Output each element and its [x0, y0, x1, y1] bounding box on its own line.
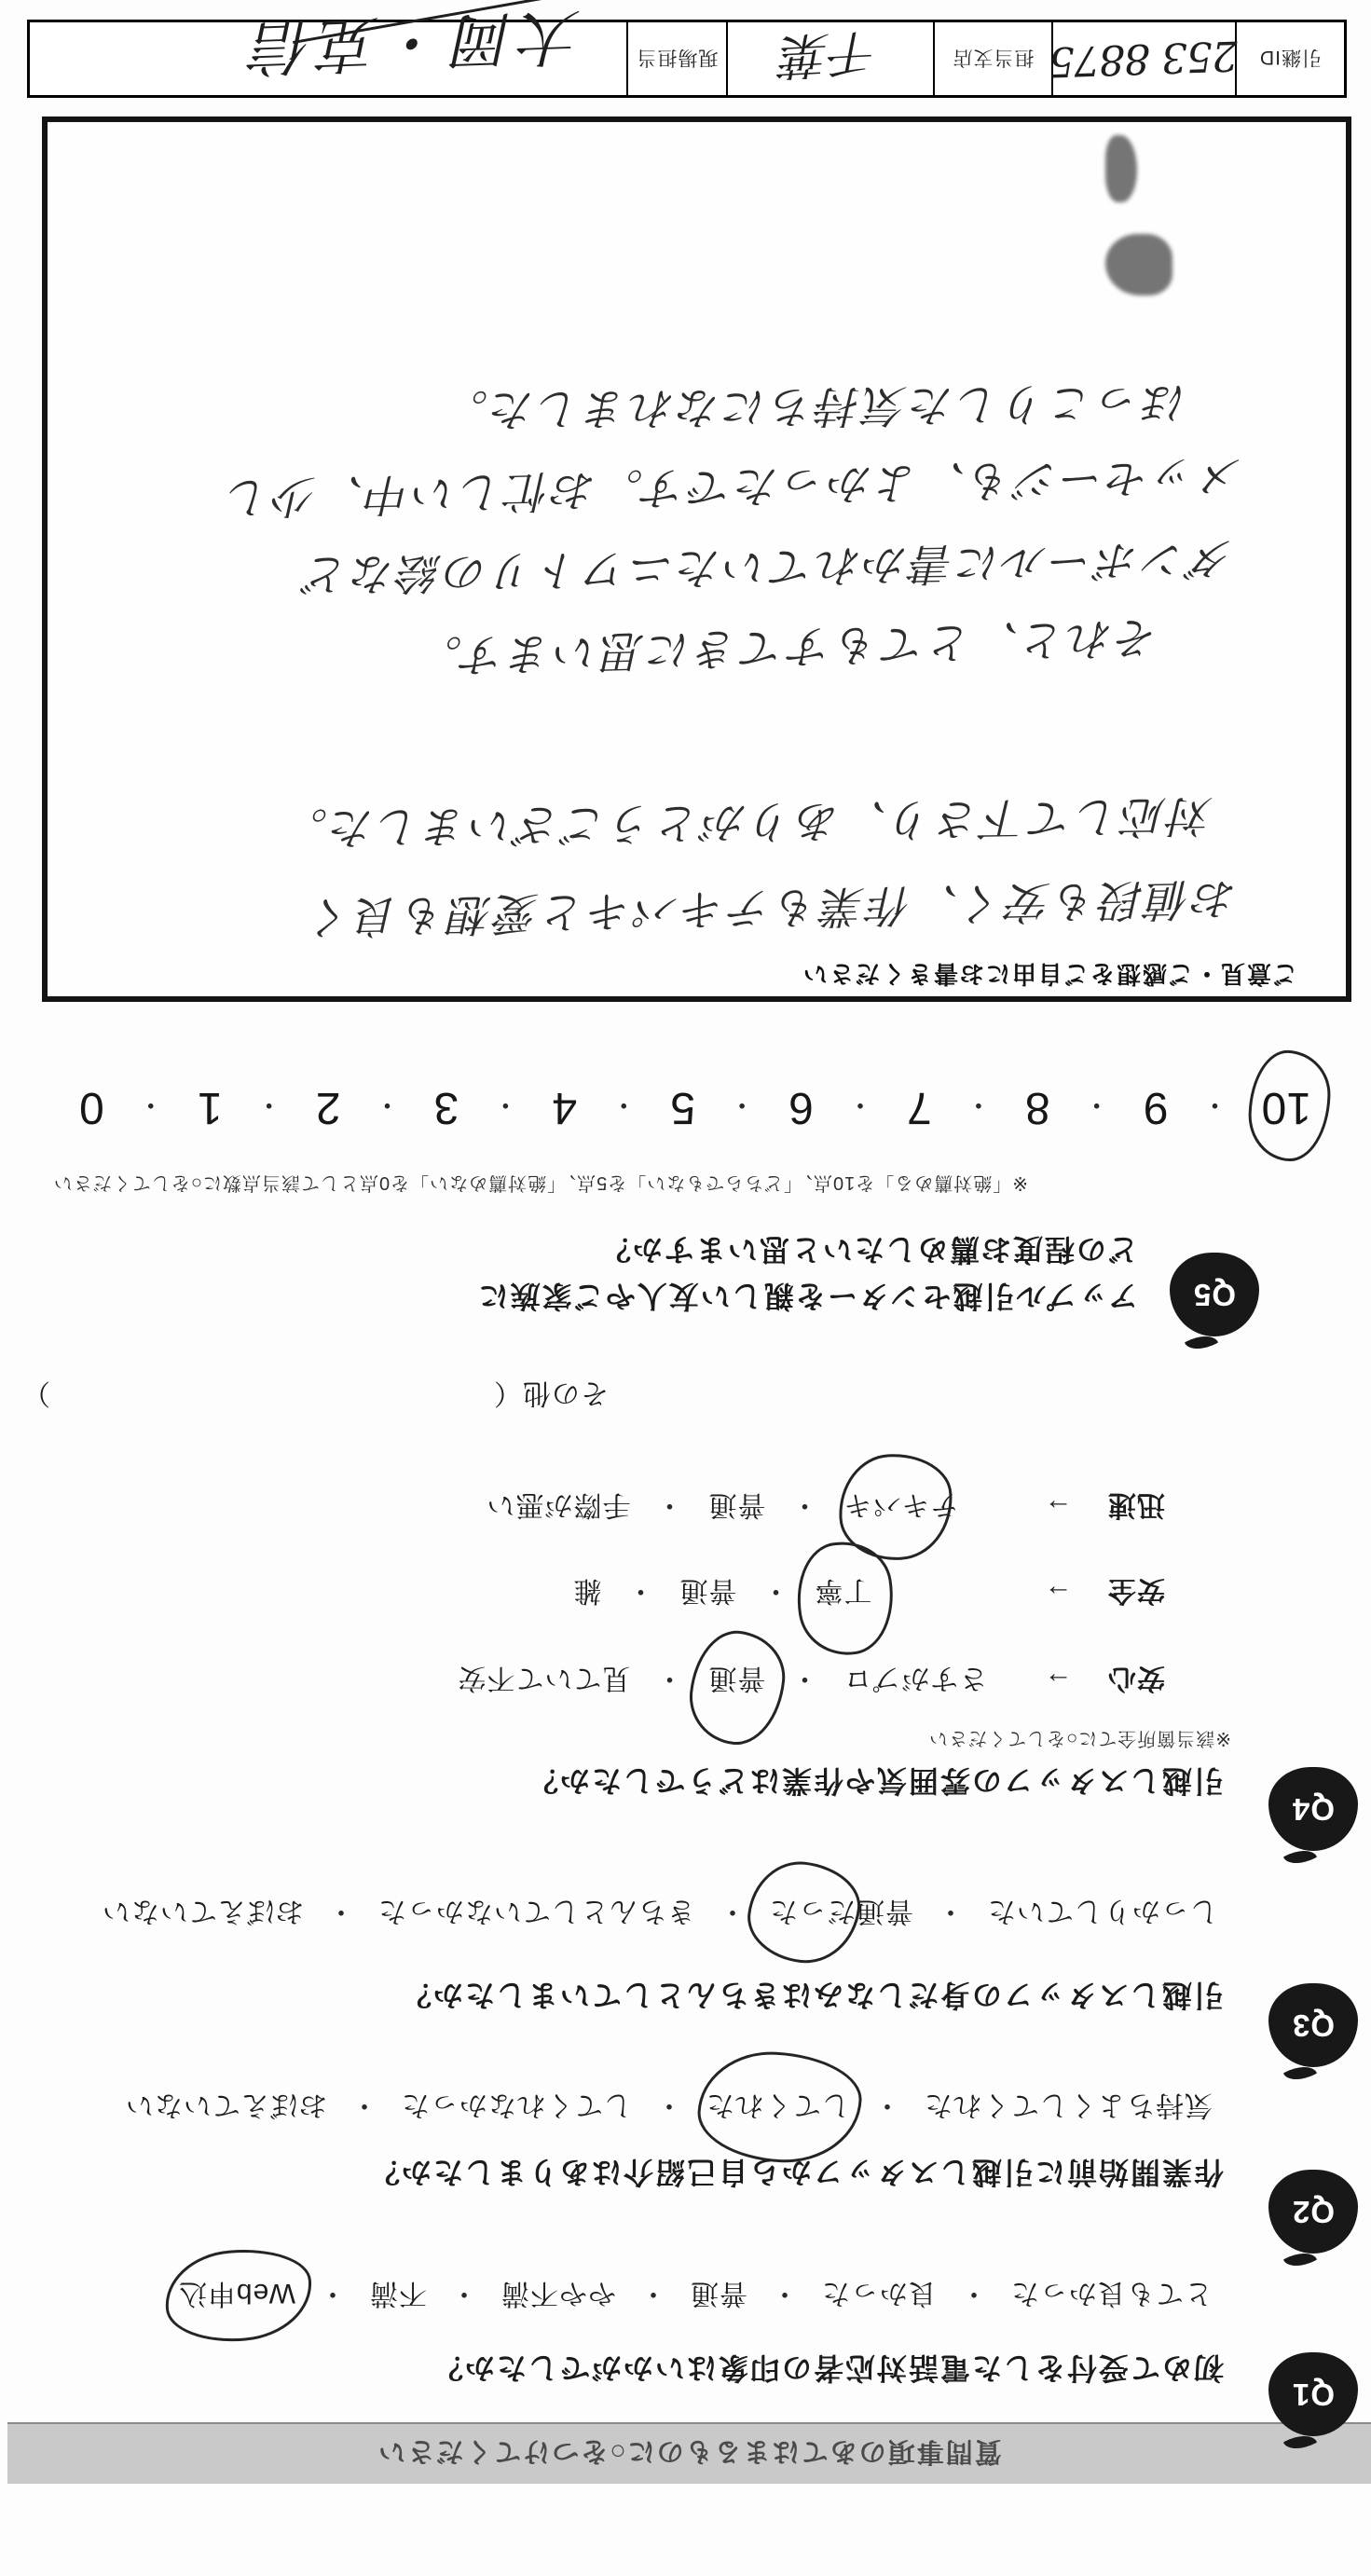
- q2-number: Q2: [1291, 2195, 1336, 2229]
- q2-question: 作業開始前に引越しスタッフから自己紹介はありましたか？: [367, 2156, 1224, 2189]
- q1-option: やや不満: [500, 2278, 616, 2309]
- option-separator: ・: [449, 2278, 478, 2309]
- option-separator: ・: [654, 1663, 684, 1693]
- q2-option: してくれなかった: [401, 2090, 632, 2120]
- scale-separator: ・: [254, 1089, 283, 1120]
- instruction-bar: [7, 2422, 1371, 2484]
- q3-option: おぼえていない: [102, 1896, 304, 1926]
- q4-other-row: [21, 1376, 609, 1417]
- q4-question: 引越しスタッフの雰囲気や作業はどうでしたか？: [526, 1764, 1224, 1798]
- handwritten-comment-line: お値段も安く、作業もテキパキと愛想も良く: [306, 871, 1239, 943]
- scale-separator: ・: [845, 1089, 874, 1120]
- option-separator: ・: [872, 2090, 901, 2120]
- option-separator: ・: [638, 2278, 667, 2309]
- handwritten-comment-line: ダンボールに書かれていたニワトリの絵など: [301, 532, 1235, 600]
- scale-separator: ・: [1082, 1089, 1111, 1120]
- scale-value: 4: [552, 1083, 578, 1132]
- q5-apple-icon: [1170, 1253, 1259, 1336]
- q5-question-line1: アップル引越センターを親しい友人やご家族に: [476, 1280, 1138, 1313]
- q4-option: 手際が悪い: [486, 1489, 631, 1520]
- handwritten-id: 253 8875: [1049, 31, 1240, 87]
- scale-value: 6: [788, 1083, 814, 1132]
- apple-leaf-icon: [1283, 2059, 1317, 2087]
- q1-options: [178, 2276, 1213, 2317]
- apple-leaf-icon: [1185, 1328, 1218, 1356]
- option-separator: ・: [936, 1896, 965, 1926]
- q4-option-selected: 丁寧: [815, 1573, 872, 1614]
- q2-option: 気持ちよくしてくれた: [924, 2090, 1213, 2120]
- option-separator: ・: [761, 1575, 790, 1606]
- q1-option: 不満: [369, 2278, 427, 2309]
- q2-options: [125, 2088, 1213, 2129]
- field-value-crew: [30, 0, 626, 95]
- q1-option: 普通: [690, 2278, 747, 2309]
- option-separator: ・: [789, 1663, 819, 1693]
- comment-box: [42, 116, 1351, 1002]
- handwritten-crew-name: 大岡・克信: [244, 0, 583, 82]
- scale-value: 7: [907, 1083, 932, 1132]
- q1-option: 良かった: [821, 2278, 937, 2309]
- field-label-branch: 担当支店: [933, 22, 1051, 95]
- comment-heading: ご意見・ご感想をご自由にお書きください: [801, 960, 1297, 988]
- scale-separator: ・: [491, 1089, 520, 1120]
- arrow-icon: →: [1043, 1493, 1073, 1524]
- field-value-branch: [726, 22, 933, 95]
- scale-value: 9: [1143, 1083, 1169, 1132]
- scale-value: 8: [1024, 1083, 1050, 1132]
- footer-table: [27, 0, 1347, 98]
- q4-apple-icon: [1268, 1767, 1358, 1851]
- q4-option-selected: テキパキ: [843, 1487, 959, 1528]
- handwritten-comment-line: 対応して下さり、ありがとうございました。: [281, 789, 1214, 854]
- ink-stamp-mark: [1105, 234, 1172, 295]
- q4-row-jinsoku: [419, 1487, 1165, 1528]
- q3-options: [102, 1894, 1218, 1935]
- q3-option: しっかりしていた: [987, 1896, 1218, 1926]
- q3-option-selected: 普通だった: [769, 1894, 913, 1935]
- q2-option: おぼえていない: [125, 2090, 327, 2120]
- q3-question: 引越しスタッフの身だしなみはきちんとしていましたか？: [399, 1979, 1224, 2012]
- q4-option-selected: 普通: [708, 1661, 766, 1702]
- scale-separator: ・: [964, 1089, 993, 1120]
- option-separator: ・: [770, 2278, 799, 2309]
- instruction-text: 質問事項のあてはまるものに○をつけてください: [377, 2436, 1002, 2467]
- q1-option: とても良かった: [1010, 2278, 1213, 2309]
- option-separator: ・: [718, 1896, 747, 1926]
- scale-value: 0: [79, 1083, 104, 1132]
- q4-row-anshin: [419, 1661, 1165, 1702]
- q4-note: ※該当箇所全てに○をしてください: [928, 1728, 1231, 1748]
- scale-value: 3: [433, 1083, 459, 1132]
- q5-number: Q5: [1192, 1278, 1237, 1312]
- q5-note: ※「絶対薦める」を10点、「どちらでもない」を5点、「絶対薦めない」を0点として該当点数に○をしてください: [52, 1172, 1028, 1193]
- q4-option: 普通: [707, 1489, 766, 1520]
- scale-separator: ・: [373, 1089, 402, 1120]
- scale-value: 5: [670, 1083, 696, 1132]
- option-separator: ・: [654, 2090, 683, 2120]
- apple-leaf-icon: [1283, 2245, 1317, 2273]
- q1-option-selected: Web申込: [178, 2276, 295, 2317]
- apple-leaf-icon: [1283, 1843, 1317, 1870]
- scale-separator: ・: [1200, 1089, 1229, 1120]
- scale-separator: ・: [610, 1089, 638, 1120]
- arrow-icon: →: [1043, 1579, 1073, 1610]
- option-separator: ・: [654, 1489, 684, 1520]
- option-separator: ・: [318, 2278, 347, 2309]
- option-separator: ・: [326, 1896, 355, 1926]
- close-paren: ）: [21, 1377, 50, 1408]
- q3-number: Q3: [1291, 2008, 1336, 2043]
- q4-option: 普通: [679, 1575, 737, 1606]
- q5-question-line2: どの程度お薦めしたいと思いますか？: [598, 1233, 1138, 1267]
- q4-other-label: その他: [522, 1377, 609, 1408]
- handwritten-comment-line: それと、とてもすてきに思います。: [415, 610, 1160, 682]
- open-paren: （: [493, 1377, 522, 1408]
- q1-number: Q1: [1291, 2377, 1336, 2412]
- ink-stamp-mark: [1105, 135, 1137, 202]
- scale-value-selected: 10: [1262, 1082, 1311, 1133]
- q4-option: 見ていて不安: [457, 1663, 631, 1693]
- q3-option: きちんとしていなかった: [377, 1896, 695, 1926]
- q1-question: 初めて受付をした電話対応者の印象はいかがでしたか？: [431, 2351, 1224, 2385]
- option-separator: ・: [959, 2278, 988, 2309]
- scale-separator: ・: [728, 1089, 757, 1120]
- handwritten-comment-line: メッセージも、よかったです。お忙しい中、少し: [224, 448, 1244, 524]
- q4-row-anzen: [419, 1573, 1165, 1614]
- option-separator: ・: [625, 1575, 655, 1606]
- q4-row-label: 安心: [1107, 1663, 1165, 1693]
- scale-value: 1: [197, 1083, 223, 1132]
- scale-value: 2: [315, 1083, 341, 1132]
- scale-separator: ・: [136, 1089, 165, 1120]
- arrow-icon: →: [1043, 1666, 1073, 1697]
- q4-row-label: 安全: [1107, 1575, 1165, 1606]
- field-label-id: 引継ID: [1235, 22, 1344, 95]
- option-separator: ・: [350, 2090, 378, 2120]
- q3-apple-icon: [1268, 1983, 1358, 2067]
- field-label-crew: 現場担当: [626, 22, 726, 95]
- q5-nps-scale: [79, 1082, 1311, 1133]
- handwritten-comment-line: ほっこりした気持ちになれました。: [441, 376, 1188, 436]
- q2-apple-icon: [1268, 2170, 1358, 2254]
- handwritten-branch: 千葉: [780, 22, 881, 85]
- q4-row-label: 迅速: [1107, 1489, 1165, 1520]
- option-separator: ・: [789, 1489, 819, 1520]
- q4-option: 雑: [572, 1575, 602, 1606]
- q2-option-selected: してくれた: [706, 2088, 850, 2129]
- field-value-id: [1049, 22, 1240, 95]
- q4-option: さすがプロ: [843, 1663, 988, 1693]
- q4-number: Q4: [1291, 1792, 1336, 1827]
